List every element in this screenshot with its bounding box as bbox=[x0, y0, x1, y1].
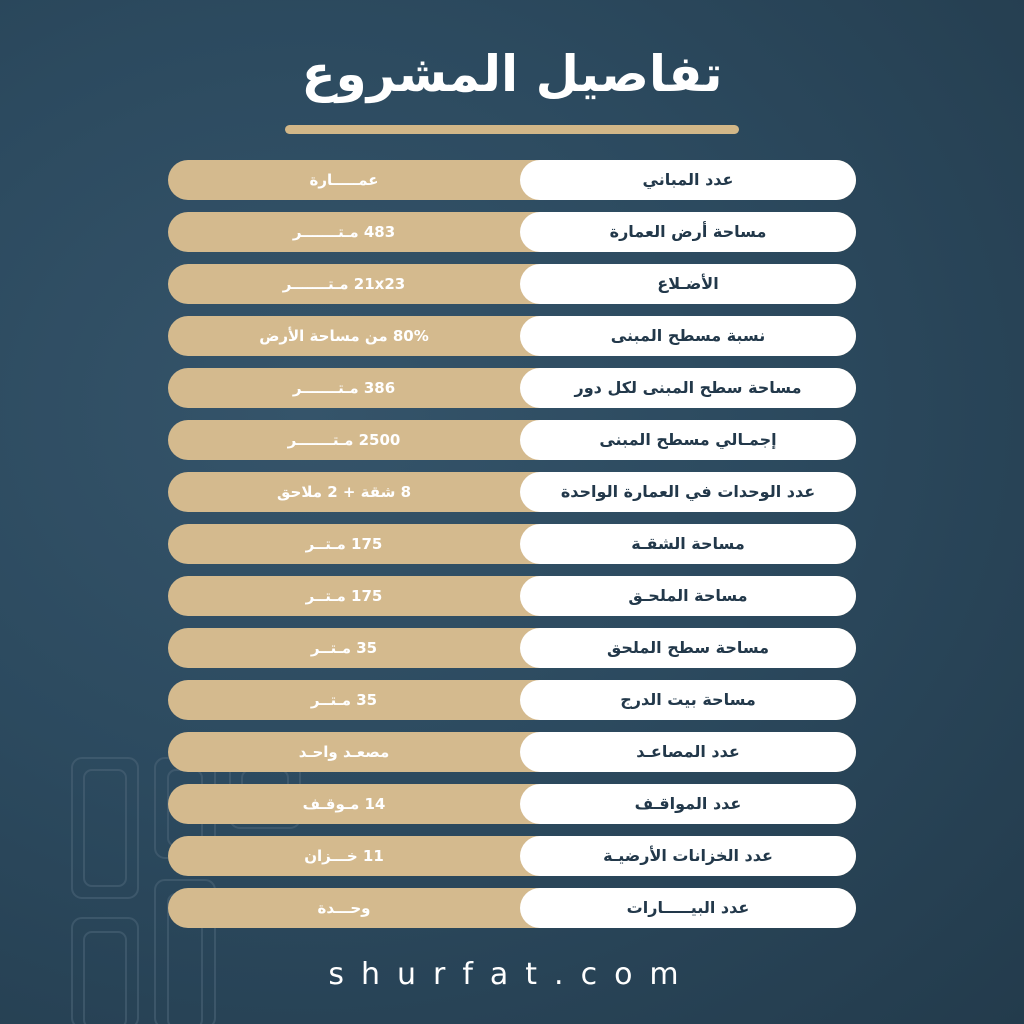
detail-label: مساحة أرض العمارة bbox=[520, 212, 856, 252]
detail-label: مساحة سطح الملحق bbox=[520, 628, 856, 668]
detail-row bbox=[168, 680, 856, 720]
detail-row bbox=[168, 524, 856, 564]
detail-label: الأضـلاع bbox=[520, 264, 856, 304]
detail-value: 35 مـتــر bbox=[310, 691, 378, 709]
detail-row bbox=[168, 264, 856, 304]
detail-value: 14 مـوقـف bbox=[302, 795, 386, 813]
detail-row bbox=[168, 472, 856, 512]
detail-row bbox=[168, 420, 856, 460]
detail-label: مساحة الشقـة bbox=[520, 524, 856, 564]
detail-value: مصعـد واحـد bbox=[298, 743, 390, 761]
detail-value: 483 مـتـــــــر bbox=[292, 223, 396, 241]
detail-label: عدد البيـــــارات bbox=[520, 888, 856, 928]
detail-row bbox=[168, 628, 856, 668]
detail-row bbox=[168, 316, 856, 356]
detail-row bbox=[168, 732, 856, 772]
detail-label: مساحة بيت الدرج bbox=[520, 680, 856, 720]
website-footer: shurfat.com bbox=[328, 957, 696, 992]
detail-row bbox=[168, 836, 856, 876]
details-table bbox=[168, 160, 856, 940]
detail-row bbox=[168, 888, 856, 928]
detail-row bbox=[168, 784, 856, 824]
detail-label: عدد المباني bbox=[520, 160, 856, 200]
detail-label: عدد الوحدات في العمارة الواحدة bbox=[520, 472, 856, 512]
detail-value: 2500 مـتـــــــر bbox=[287, 431, 401, 449]
detail-value: 175 مـتــر bbox=[305, 535, 383, 553]
detail-value: 386 مـتـــــــر bbox=[292, 379, 396, 397]
detail-value: 21x23 مـتـــــــر bbox=[282, 275, 406, 293]
detail-value: عمـــــارة bbox=[309, 171, 379, 189]
detail-value: 175 مـتــر bbox=[305, 587, 383, 605]
detail-value: وحـــدة bbox=[317, 899, 371, 917]
detail-value: 8 شقة + 2 ملاحق bbox=[277, 483, 411, 501]
detail-row bbox=[168, 368, 856, 408]
detail-value: 35 مـتــر bbox=[310, 639, 378, 657]
detail-label: إجمـالي مسطح المبنى bbox=[520, 420, 856, 460]
detail-label: مساحة الملحـق bbox=[520, 576, 856, 616]
title-underline bbox=[285, 125, 739, 134]
detail-label: عدد الخزانات الأرضيـة bbox=[520, 836, 856, 876]
detail-row bbox=[168, 576, 856, 616]
detail-value: 80% من مساحة الأرض bbox=[259, 327, 429, 345]
detail-row bbox=[168, 212, 856, 252]
detail-value: 11 خـــزان bbox=[304, 847, 384, 865]
detail-label: نسبة مسطح المبنى bbox=[520, 316, 856, 356]
detail-row bbox=[168, 160, 856, 200]
detail-label: عدد المواقـف bbox=[520, 784, 856, 824]
detail-label: مساحة سطح المبنى لكل دور bbox=[520, 368, 856, 408]
detail-label: عدد المصاعـد bbox=[520, 732, 856, 772]
page-title: تفاصيل المشروع bbox=[301, 45, 723, 103]
